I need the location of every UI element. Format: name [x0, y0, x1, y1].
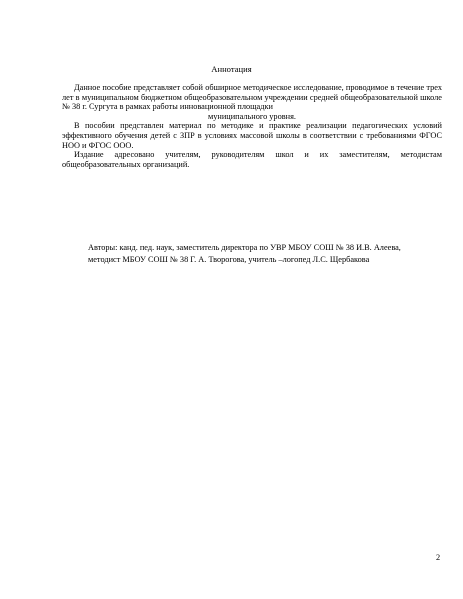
annotation-body — [62, 83, 442, 169]
authors-line-2: методист МБОУ СОШ № 38 Г. А. Творогова, учитель –логопед Л.С. Щербакова — [88, 254, 370, 264]
page-number: 2 — [436, 553, 441, 562]
paragraph-1: Данное пособие представляет собой обширное методическое исследование, проводимое в течение трех лет в муниципальном бюджетном общеобразовательном учреждении средней общеобразовательной школе № 38 г. Сургута в рамках работы инновационной площадки — [62, 83, 442, 112]
paragraph-3: Издание адресовано учителям, руководителям школ и их заместителям, методистам общеобразовательных организаций. — [62, 150, 442, 169]
page-title: Аннотация — [211, 64, 252, 74]
paragraph-1-tail: муниципального уровня. — [208, 111, 296, 121]
authors-line-1: Авторы: канд. пед. наук, заместитель директора по УВР МБОУ СОШ № 38 И.В. Алеева, — [88, 243, 401, 252]
authors-block — [88, 242, 448, 265]
paragraph-2: В пособии представлен материал по методике и практике реализации педагогических условий эффективного обучения детей с ЗПР в условиях массовой школы в соответствии с требованиями ФГОС НОО и ФГОС ООО. — [62, 121, 442, 150]
